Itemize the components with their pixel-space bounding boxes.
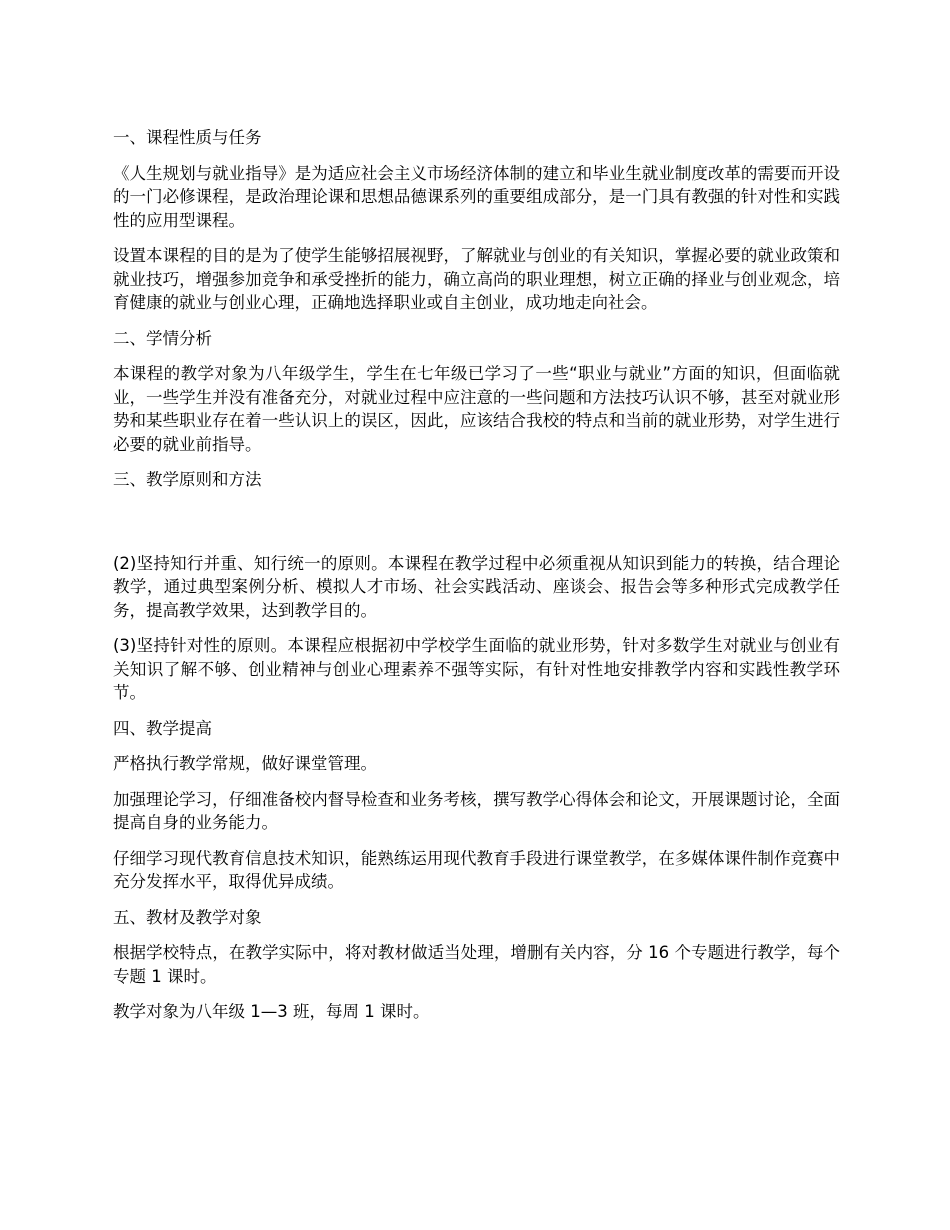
paragraph-textbook-handling: 根据学校特点，在教学实际中，将对教材做适当处理，增删有关内容，分 16 个专题进行教学，每个专题 1 课时。 (113, 943, 840, 986)
paragraph-course-purpose: 设置本课程的目的是为了使学生能够招展视野，了解就业与创业的有关知识，掌握必要的就业政策和就业技巧，增强参加竞争和承受挫折的能力，确立高尚的职业理想，树立正确的择业与创业观念，培育健康的就业与创业心理，正确地选择职业或自主创业，成功地走向社会。 (113, 246, 840, 312)
paragraph-teaching-routine: 严格执行教学常规，做好课堂管理。 (113, 754, 377, 773)
section-heading-2: 二、学情分析 (113, 328, 212, 348)
paragraph-student-analysis: 本课程的教学对象为八年级学生，学生在七年级已学习了一些“职业与就业”方面的知识，但面临就业，一些学生并没有准备充分，对就业过程中应注意的一些问题和方法技巧认识不够，甚至对就业形势和某些职业存在着一些认识上的误区，因此，应该结合我校的特点和当前的就业形势，对学生进行必要的就业前指导。 (113, 364, 840, 454)
paragraph-course-nature: 《人生规划与就业指导》是为适应社会主义市场经济体制的建立和毕业生就业制度改革的需要而开设的一门必修课程，是政治理论课和思想品德课系列的重要组成部分，是一门具有教强的针对性和实践性的应用型课程。 (113, 163, 840, 230)
paragraph-principle-3: (3)坚持针对性的原则。本课程应根据初中学校学生面临的就业形势，针对多数学生对就业与创业有关知识了解不够、创业精神与创业心理素养不强等实际，有针对性地安排教学内容和实践性教学环节。 (113, 636, 840, 702)
document-body (113, 126, 840, 1036)
section-heading-4: 四、教学提高 (113, 718, 212, 738)
paragraph-theory-study: 加强理论学习，仔细准备校内督导检查和业务考核，撰写教学心得体会和论文，开展课题讨论，全面提高自身的业务能力。 (113, 789, 840, 832)
paragraph-principle-2: (2)坚持知行并重、知行统一的原则。本课程在教学过程中必须重视从知识到能力的转换，结合理论教学，通过典型案例分析、模拟人才市场、社会实践活动、座谈会、报告会等多种形式完成教学任务，提高教学效果，达到教学目的。 (113, 553, 840, 620)
section-heading-5: 五、教材及教学对象 (113, 907, 262, 927)
blank-spacer (113, 504, 840, 552)
section-heading-1: 一、课程性质与任务 (113, 128, 262, 147)
section-heading-3: 三、教学原则和方法 (113, 470, 262, 489)
paragraph-it-study: 仔细学习现代教育信息技术知识，能熟练运用现代教育手段进行课堂教学，在多媒体课件制作竞赛中充分发挥水平，取得优异成绩。 (113, 848, 840, 891)
paragraph-teaching-target: 教学对象为八年级 1—3 班，每周 1 课时。 (113, 1002, 430, 1021)
